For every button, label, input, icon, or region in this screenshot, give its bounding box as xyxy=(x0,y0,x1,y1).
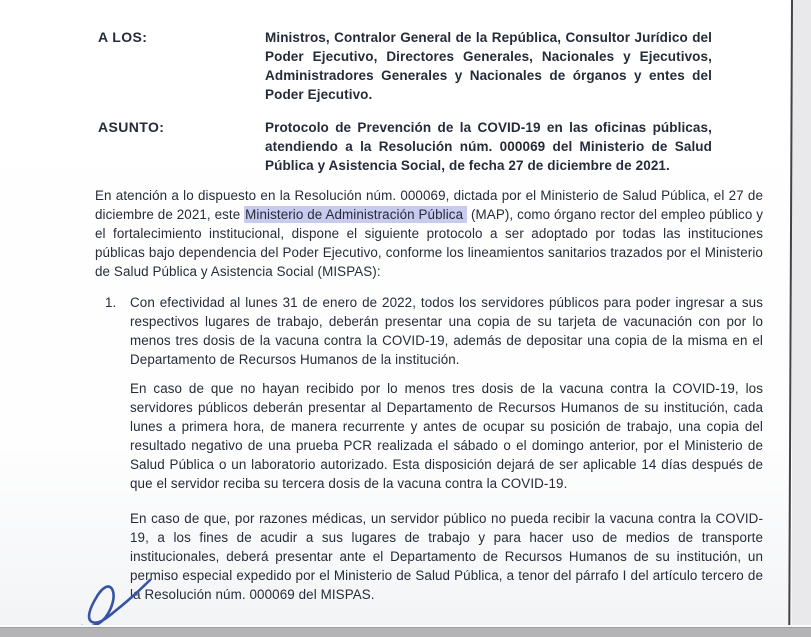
list-item-1-paragraph: Con efectividad al lunes 31 de enero de 2022, todos los servidores públicos para poder ingresar a sus respectivos lugares de trabajo, deberán presentar una copia de su tarjeta de vacunación con por lo menos tres dosis de la vacuna contra la COVID-19, además de depositar una copia de la misma en el Departamento de Recursos Humanos de la institución. xyxy=(130,295,763,367)
list-item-1-continuation-paragraph-1: En caso de que no hayan recibido por lo menos tres dosis de la vacuna contra la COVID-19, los servidores públicos deberán presentar al Departamento de Recursos Humanos de su institución, cada lunes a primera hora, de manera recurrente y antes de ocupar su posición de trabajo, una copia del resultado negativo de una prueba PCR realizada el sábado o el domingo anterior, por el Ministerio de Salud Pública o un laboratorio autorizado. Esta disposición dejará de ser aplicable 14 días después de que el servidor reciba su tercera dosis de la vacuna contra la COVID-19. xyxy=(130,381,763,491)
list-item-1 xyxy=(105,293,792,369)
highlighted-text: Ministerio de Administración Pública xyxy=(244,206,467,223)
list-item-1-continuation-paragraph-2: En caso de que, por razones médicas, un servidor público no pueda recibir la vacuna contra la COVID-19, a los fines de acudir a sus lugares de trabajo y para hacer uso de medios de transporte institucionales, deberá presentar ante el Departamento de Recursos Humanos de su institución, un permiso especial expedido por el Ministerio de Salud Pública, a tenor del párrafo I del artículo tercero de la Resolución núm. 000069 del MISPAS. xyxy=(130,511,763,602)
addressee-block xyxy=(98,0,792,104)
intro-text-before: En atención a lo dispuesto en la Resolución núm. 000069, dictada por el Ministerio de Salud Pública, el 27 de diciembre de 2021, este xyxy=(95,188,763,222)
list-item-1-number: 1. xyxy=(105,295,117,310)
scan-background xyxy=(792,0,811,628)
subject-text: Protocolo de Prevención de la COVID-19 en las oficinas públicas, atendiendo a la Resolución núm. 000069 del Ministerio de Salud Pública y Asistencia Social, de fecha 27 de diciembre de 2021. xyxy=(265,120,712,173)
scanner-bed-strip xyxy=(0,627,811,637)
addressee-text: Ministros, Contralor General de la República, Consultor Jurídico del Poder Ejecutivo, Directores Generales, Nacionales y Ejecutivos, Administradores Generales y Nacionales de órganos y entes del Poder Ejecutivo. xyxy=(265,30,712,102)
intro-text-after: (MAP), como órgano rector del empleo público y el fortalecimiento institucional, dispone el siguiente protocolo a ser adoptado por todas las instituciones públicas bajo dependencia del Poder Ejecutivo, conforme los lineamientos sanitarios trazados por el Ministerio de Salud Pública y Asistencia Social (MISPAS): xyxy=(95,207,763,279)
signature-scribble xyxy=(76,568,158,630)
intro-paragraph xyxy=(95,186,763,281)
addressee-label: A LOS: xyxy=(98,29,148,45)
subject-block xyxy=(98,118,792,175)
subject-label: ASUNTO: xyxy=(98,119,165,135)
